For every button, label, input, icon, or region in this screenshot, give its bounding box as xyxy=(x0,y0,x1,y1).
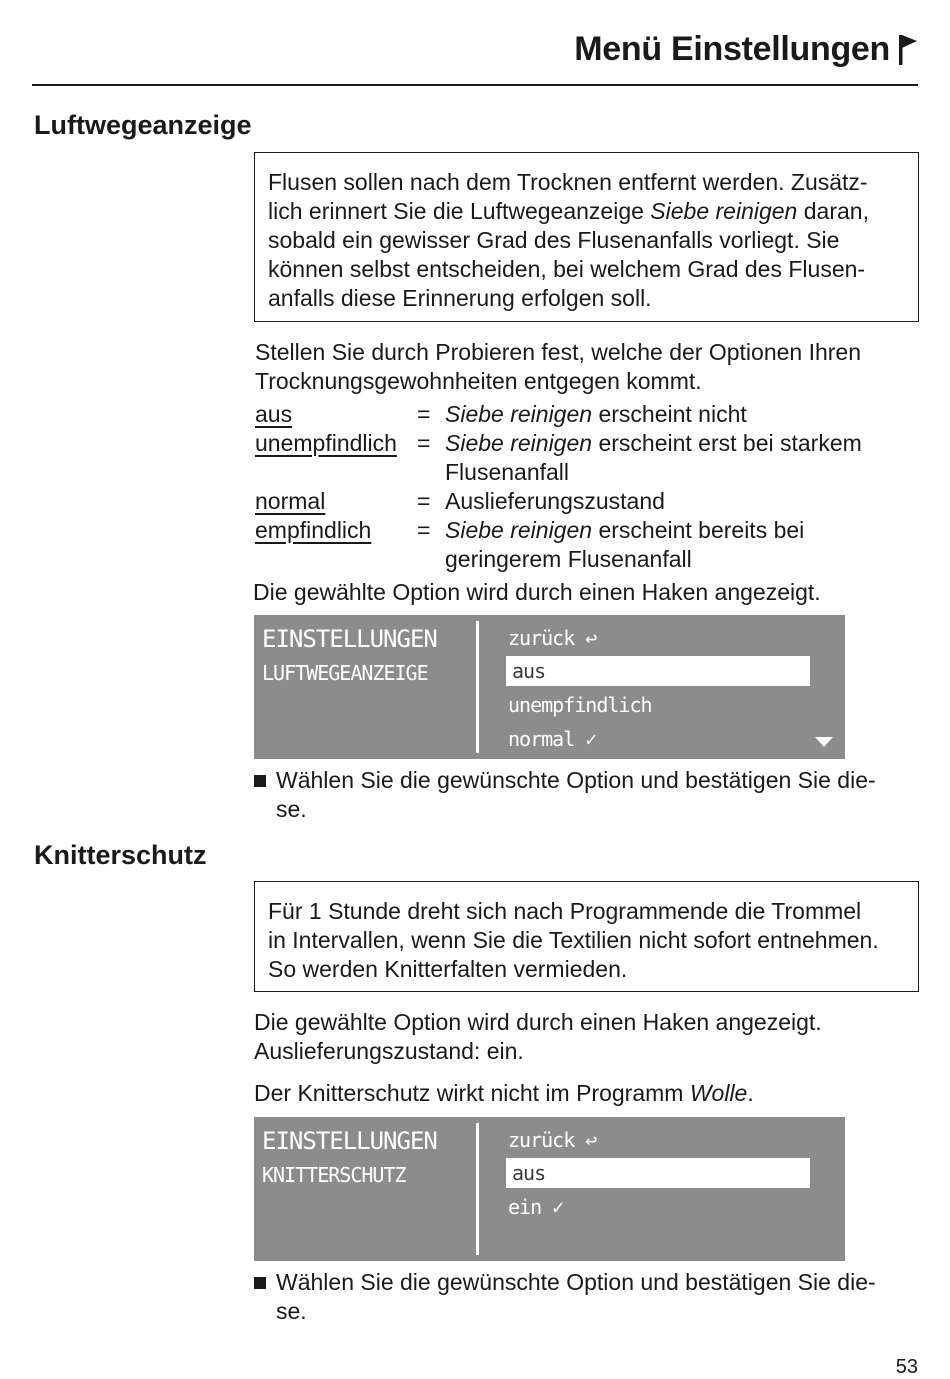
option-desc: Siebe reinigen erscheint erst bei starkem Flusenanfall xyxy=(445,430,862,485)
wolle-note: Der Knitterschutz wirkt nicht im Programm Wolle. xyxy=(254,1080,754,1106)
bullet-instruction-2 xyxy=(254,1268,919,1326)
option-term: normal xyxy=(255,488,326,514)
option-term: unempfindlich xyxy=(255,430,397,456)
section-title-knitterschutz: Knitterschutz xyxy=(34,840,207,870)
display-title: EINSTELLUNGEN xyxy=(262,1127,437,1155)
bullet-instruction-1 xyxy=(254,766,919,824)
bullet-square-icon xyxy=(254,775,266,787)
note-line: Für 1 Stunde dreht sich nach Programmende die Trommel xyxy=(268,898,862,924)
note-line: anfalls diese Erinnerung erfolgen soll. xyxy=(268,285,652,311)
note-line: in Intervallen, wenn Sie die Textilien nicht sofort entnehmen. xyxy=(268,927,879,953)
display-luftwegeanzeige xyxy=(254,615,845,759)
options-list xyxy=(255,400,915,574)
option-row-aus: aus = Siebe reinigen erscheint nicht xyxy=(255,400,915,429)
display-option-back[interactable]: zurück ↩ xyxy=(508,626,597,650)
intro-text: Stellen Sie durch Probieren fest, welche der Optionen Ihren Trocknungsgewohnheiten entgegen kommt. xyxy=(255,339,862,394)
display-option-back[interactable]: zurück ↩ xyxy=(508,1128,597,1152)
bullet-text: Wählen Sie die gewünschte Option und bestätigen Sie die- se. xyxy=(276,1269,876,1324)
note-line: sobald ein gewisser Grad des Flusenanfalls vorliegt. Sie xyxy=(268,227,840,253)
section-title-luftwegeanzeige: Luftwegeanzeige xyxy=(34,110,252,140)
bullet-square-icon xyxy=(254,1277,266,1289)
option-row-unempfindlich: unempfindlich = Siebe reinigen erscheint erst bei starkem Flusenanfall xyxy=(255,429,915,487)
note-line: lich erinnert Sie die Luftwegeanzeige Siebe reinigen daran, xyxy=(268,198,869,224)
option-term: aus xyxy=(255,401,293,427)
note-line: So werden Knitterfalten vermieden. xyxy=(268,956,628,982)
scroll-down-arrow-icon[interactable] xyxy=(815,737,833,747)
flag-icon xyxy=(898,33,918,67)
display-option-selected[interactable]: aus xyxy=(506,656,810,686)
note-line: können selbst entscheiden, bei welchem Grad des Flusen- xyxy=(268,256,866,282)
display-option[interactable]: ein ✓ xyxy=(508,1195,564,1219)
display-divider xyxy=(476,621,479,753)
display-option[interactable]: normal ✓ xyxy=(508,727,597,751)
bullet-text: Wählen Sie die gewünschte Option und bestätigen Sie die- se. xyxy=(276,767,876,822)
display-knitterschutz xyxy=(254,1117,845,1261)
display-subtitle: LUFTWEGEANZEIGE xyxy=(262,661,428,685)
display-option-selected[interactable]: aus xyxy=(506,1158,810,1188)
display-divider xyxy=(476,1123,479,1255)
option-row-normal: normal = Auslieferungszustand xyxy=(255,487,915,516)
display-option[interactable]: unempfindlich xyxy=(508,693,652,717)
option-desc: Siebe reinigen erscheint bereits bei geringerem Flusenanfall xyxy=(445,517,805,572)
option-desc: Siebe reinigen erscheint nicht xyxy=(445,401,747,427)
note-box-knitterschutz xyxy=(254,881,919,992)
header-rule xyxy=(32,84,918,86)
note-line: Flusen sollen nach dem Trocknen entfernt werden. Zusätz- xyxy=(268,169,868,195)
page-header xyxy=(574,30,918,69)
note-box-luftwege xyxy=(254,152,919,322)
display-subtitle: KNITTERSCHUTZ xyxy=(262,1163,406,1187)
option-term: empfindlich xyxy=(255,517,372,543)
option-row-empfindlich: empfindlich = Siebe reinigen erscheint bereits bei geringerem Flusenanfall xyxy=(255,516,915,574)
page-title: Menü Einstellungen xyxy=(574,30,890,68)
page-number: 53 xyxy=(895,1356,918,1378)
info-text: Die gewählte Option wird durch einen Haken angezeigt. Auslieferungszustand: ein. xyxy=(254,1009,822,1064)
option-desc: Auslieferungszustand xyxy=(445,488,665,514)
checkmark-hint: Die gewählte Option wird durch einen Haken angezeigt. xyxy=(253,579,821,605)
display-title: EINSTELLUNGEN xyxy=(262,625,437,653)
